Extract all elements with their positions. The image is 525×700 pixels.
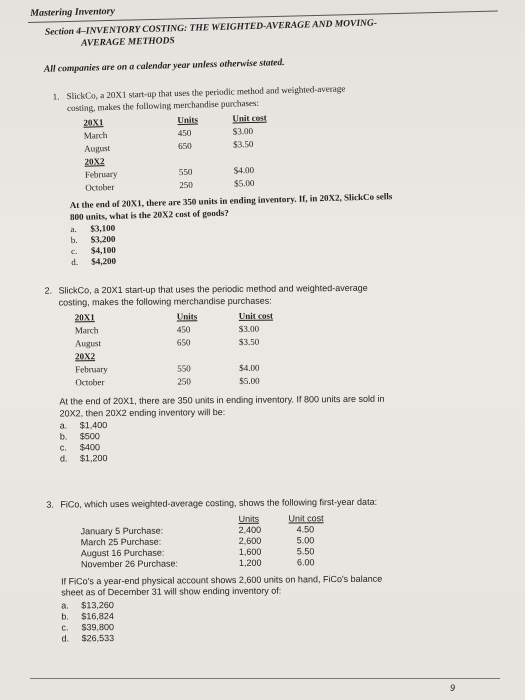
option-letter: d. xyxy=(61,632,70,643)
row-units: 450 xyxy=(176,324,191,335)
option-letter: a. xyxy=(61,599,69,610)
option-letter: c. xyxy=(70,245,78,257)
row-units: 250 xyxy=(179,179,193,191)
row-label: November 26 Purchase: xyxy=(80,557,179,569)
row-cost: 5.00 xyxy=(296,534,315,545)
option-letter: d. xyxy=(59,453,68,464)
column-header: Unit cost xyxy=(288,512,324,524)
option-letter: a. xyxy=(59,420,68,431)
question-1 xyxy=(52,79,492,268)
footer-rule xyxy=(30,678,500,679)
column-header: Units xyxy=(176,311,198,322)
row-label: February xyxy=(75,364,108,375)
purchases-table xyxy=(59,309,490,391)
row-cost: $5.00 xyxy=(234,177,255,189)
row-label: August 16 Purchase: xyxy=(80,547,165,558)
row-cost: $3.50 xyxy=(232,138,254,150)
question-intro: SlickCo, a 20X1 start-up that uses the periodic method and weighted-average xyxy=(66,83,346,102)
row-cost: 4.50 xyxy=(296,523,315,534)
row-cost: 6.00 xyxy=(296,556,315,567)
row-label: 20X2 xyxy=(84,156,105,167)
option-value: $1,200 xyxy=(79,453,108,464)
question-stem: 20X2, then 20X2 ending inventory will be: xyxy=(59,406,226,418)
row-cost: $4.00 xyxy=(233,164,255,176)
question-stem: At the end of 20X1, there are 350 units in ending inventory. If 800 units are sold in xyxy=(59,393,385,407)
purchases-table xyxy=(60,511,490,570)
option-value: $3,200 xyxy=(90,233,116,245)
row-label: March 25 Purchase: xyxy=(80,536,162,547)
question-stem: 800 units, what is the 20X2 cost of goods? xyxy=(69,207,229,222)
row-units: 2,600 xyxy=(238,535,262,546)
row-label: October xyxy=(75,377,105,388)
option-value: $1,400 xyxy=(79,420,108,431)
page-number: 9 xyxy=(450,683,456,693)
row-cost: $3.50 xyxy=(238,336,260,347)
row-label: August xyxy=(74,338,102,349)
row-units: 450 xyxy=(177,127,192,139)
row-cost: 5.50 xyxy=(296,545,315,556)
option-letter: b. xyxy=(59,431,68,442)
row-label: March xyxy=(83,130,108,141)
row-label: August xyxy=(84,142,111,154)
question-intro: SlickCo, a 20X1 start-up that uses the periodic method and weighted-average xyxy=(58,282,368,296)
question-intro: costing, makes the following merchandise purchases: xyxy=(58,295,272,307)
option-letter: d. xyxy=(71,256,79,268)
row-units: 550 xyxy=(177,363,191,374)
section-title xyxy=(45,17,378,50)
option-value: $400 xyxy=(79,442,100,453)
row-units: 650 xyxy=(176,337,191,348)
row-label: March xyxy=(74,325,99,336)
answer-option-d xyxy=(60,450,490,465)
row-units: 250 xyxy=(177,376,191,387)
option-letter: b. xyxy=(70,234,78,246)
row-label: January 5 Purchase: xyxy=(80,525,164,536)
option-value: $16,824 xyxy=(81,610,114,621)
row-units: 650 xyxy=(178,140,192,152)
column-header: 20X1 xyxy=(74,312,95,323)
question-intro: costing, makes the following merchandise purchases: xyxy=(66,97,260,113)
row-cost: $3.00 xyxy=(232,125,254,137)
option-value: $4,100 xyxy=(90,244,116,256)
column-header: Unit cost xyxy=(232,112,267,124)
row-label: February xyxy=(84,168,118,180)
column-header: Units xyxy=(177,114,199,126)
option-value: $26,533 xyxy=(81,632,115,643)
column-header: 20X1 xyxy=(83,117,104,128)
question-number: 1. xyxy=(52,91,60,102)
option-value: $13,260 xyxy=(81,599,114,610)
option-letter: c. xyxy=(61,621,69,632)
option-letter: b. xyxy=(61,610,69,621)
row-label: October xyxy=(85,181,115,193)
option-value: $500 xyxy=(79,431,100,442)
row-units: 2,400 xyxy=(238,524,262,535)
question-2 xyxy=(44,282,490,465)
running-header: Mastering Inventory xyxy=(30,5,115,19)
question-intro: FiCo, which uses weighted-average costing, shows the following first-year data: xyxy=(60,496,378,510)
table-row xyxy=(59,374,489,391)
row-units: 1,200 xyxy=(238,557,262,568)
table-row xyxy=(61,555,491,570)
option-letter: c. xyxy=(59,442,67,453)
question-stem: If FiCo's a year-end physical account shows 2,600 units on hand, FiCo's balance xyxy=(61,573,383,586)
option-value: $4,200 xyxy=(91,255,117,267)
row-cost: $3.00 xyxy=(238,323,260,334)
assumption-note: All companies are on a calendar year unless otherwise stated. xyxy=(43,58,285,75)
option-letter: a. xyxy=(70,223,77,235)
option-value: $39,800 xyxy=(81,621,115,632)
answer-options xyxy=(61,596,491,644)
answer-options xyxy=(60,417,490,465)
question-3 xyxy=(46,496,491,644)
column-header: Units xyxy=(238,513,260,524)
row-units: 550 xyxy=(178,166,193,178)
answer-option-d xyxy=(62,629,492,644)
question-number: 2. xyxy=(44,285,53,296)
section-title-line1: Section 4–INVENTORY COSTING: THE WEIGHTED-AVERAGE AND MOVING- xyxy=(44,18,378,38)
row-units: 1,600 xyxy=(238,546,262,557)
purchases-table xyxy=(67,106,489,196)
column-header: Unit cost xyxy=(238,310,274,321)
question-stem: sheet as of December 31 will show ending inventory of: xyxy=(61,585,282,598)
question-stem: At the end of 20X1, there are 350 units in ending inventory. If, in 20X2, SlickCo sells xyxy=(69,191,393,211)
option-value: $3,100 xyxy=(90,222,116,234)
section-title-line2: AVERAGE METHODS xyxy=(81,36,175,49)
question-number: 3. xyxy=(46,499,54,510)
row-cost: $5.00 xyxy=(239,375,260,386)
row-label: 20X2 xyxy=(75,351,96,362)
row-cost: $4.00 xyxy=(239,362,260,373)
